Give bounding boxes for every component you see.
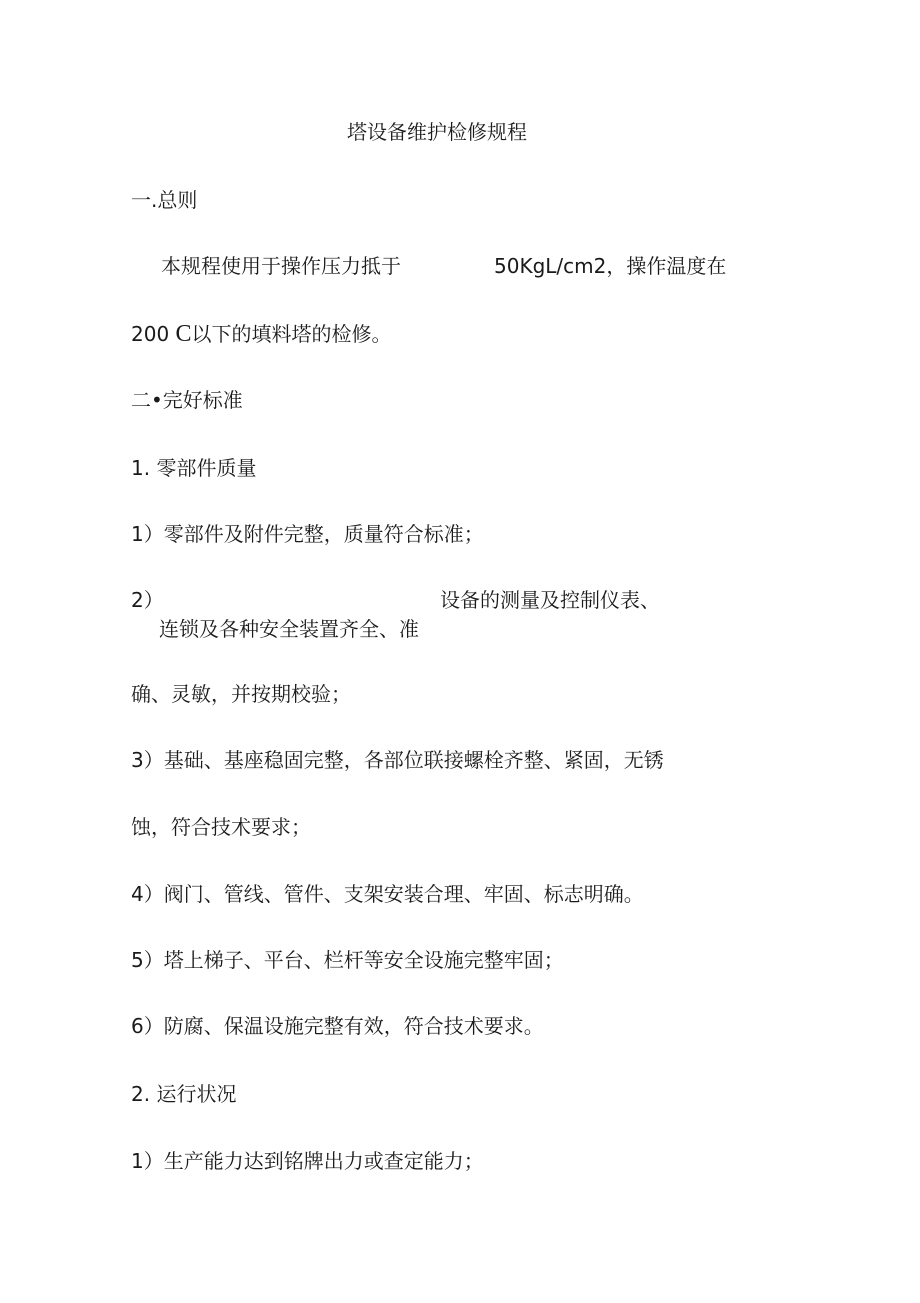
general-paragraph-line2 <box>131 322 392 346</box>
subheading-operation: 2. 运行状况 <box>131 1082 237 1106</box>
list-item-4: 4）阀门、管线、管件、支架安装合理、牢固、标志明确。 <box>131 882 644 906</box>
list-item-2-number: 2） <box>131 588 164 612</box>
section-heading-general: 一.总则 <box>131 188 198 212</box>
subheading-parts-quality: 1. 零部件质量 <box>131 456 257 480</box>
general-paragraph-line1a: 本规程使用于操作压力抵于 <box>161 254 401 278</box>
list-item-3-line2: 蚀，符合技术要求； <box>131 815 311 839</box>
list-item-3-line1: 3）基础、基座稳固完整，各部位联接螺栓齐整、紧固，无锈 <box>131 748 664 772</box>
operation-item-1: 1）生产能力达到铭牌出力或查定能力； <box>131 1149 484 1173</box>
list-item-2-part-c: 确、灵敏，并按期校验； <box>131 682 351 706</box>
general-paragraph-tail: 以下的填料塔的检修。 <box>191 322 392 346</box>
list-item-2-part-a: 设备的测量及控制仪表、 <box>440 588 660 612</box>
list-item-1: 1）零部件及附件完整，质量符合标准； <box>131 522 484 546</box>
list-item-6: 6）防腐、保温设施完整有效，符合技术要求。 <box>131 1014 544 1038</box>
temperature-unit: C <box>175 321 192 347</box>
section-heading-standard: 二•完好标准 <box>131 388 243 412</box>
document-title: 塔设备维护检修规程 <box>347 120 527 144</box>
temperature-value: 200 <box>131 322 176 346</box>
general-paragraph-line1b: 50KgL/cm2，操作温度在 <box>494 254 727 278</box>
list-item-2-part-b: 连锁及各种安全装置齐全、准 <box>159 617 419 641</box>
list-item-5: 5）塔上梯子、平台、栏杆等安全设施完整牢固； <box>131 948 564 972</box>
